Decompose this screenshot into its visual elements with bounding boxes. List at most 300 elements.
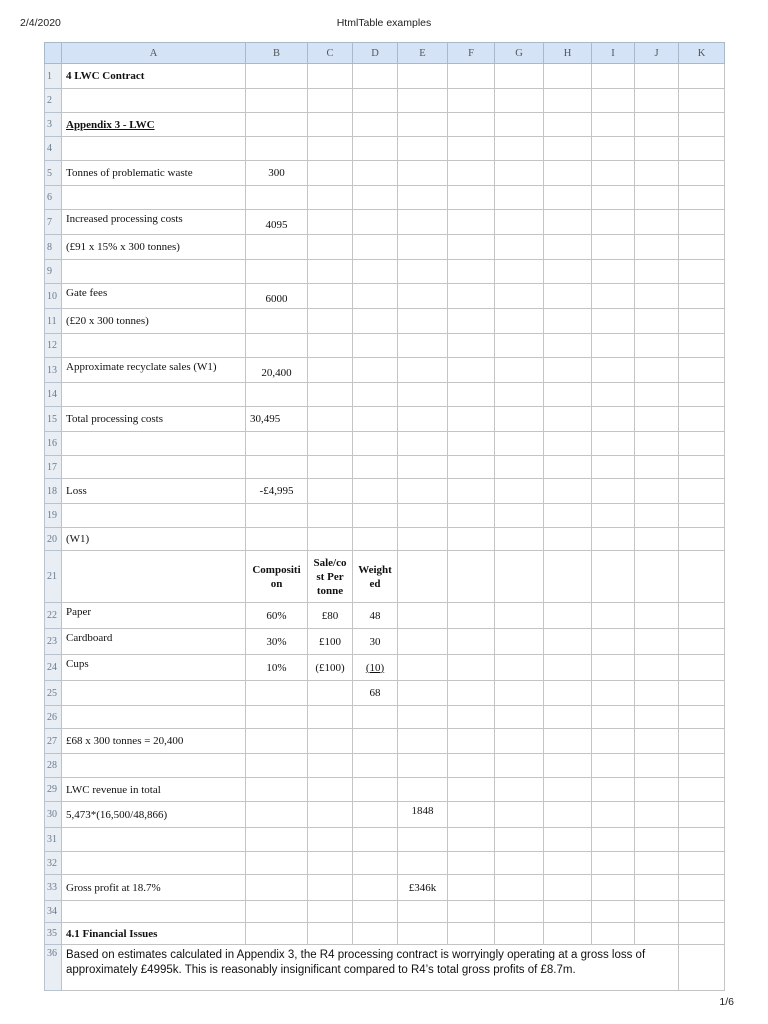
column-header-f[interactable]: F bbox=[448, 43, 495, 64]
cell[interactable] bbox=[592, 210, 635, 235]
cell[interactable] bbox=[544, 603, 592, 629]
cell[interactable] bbox=[398, 551, 448, 603]
row-number[interactable]: 28 bbox=[45, 754, 62, 778]
column-header-i[interactable]: I bbox=[592, 43, 635, 64]
cell[interactable] bbox=[308, 456, 353, 479]
cell[interactable] bbox=[62, 383, 246, 407]
cell[interactable] bbox=[353, 407, 398, 432]
cell[interactable] bbox=[544, 655, 592, 681]
cell-b18[interactable]: -£4,995 bbox=[246, 479, 308, 504]
cell[interactable] bbox=[592, 706, 635, 729]
row-number[interactable]: 20 bbox=[45, 528, 62, 551]
cell[interactable] bbox=[635, 89, 679, 113]
cell[interactable] bbox=[308, 681, 353, 706]
cell[interactable] bbox=[592, 432, 635, 456]
cell[interactable] bbox=[592, 778, 635, 802]
cell[interactable] bbox=[353, 260, 398, 284]
cell[interactable] bbox=[679, 603, 725, 629]
cell[interactable] bbox=[544, 504, 592, 528]
column-header-b[interactable]: B bbox=[246, 43, 308, 64]
cell-a35[interactable]: 4.1 Financial Issues bbox=[62, 923, 246, 945]
cell[interactable] bbox=[592, 137, 635, 161]
cell[interactable] bbox=[448, 407, 495, 432]
cell[interactable] bbox=[398, 137, 448, 161]
cell[interactable] bbox=[62, 186, 246, 210]
cell[interactable] bbox=[544, 456, 592, 479]
cell[interactable] bbox=[592, 551, 635, 603]
cell[interactable] bbox=[635, 923, 679, 945]
cell[interactable] bbox=[353, 64, 398, 89]
cell[interactable] bbox=[448, 89, 495, 113]
cell[interactable] bbox=[495, 407, 544, 432]
cell[interactable] bbox=[448, 334, 495, 358]
cell[interactable] bbox=[495, 754, 544, 778]
cell[interactable] bbox=[398, 113, 448, 137]
cell[interactable] bbox=[353, 923, 398, 945]
cell[interactable] bbox=[353, 137, 398, 161]
cell-a23[interactable]: Cardboard bbox=[62, 629, 246, 655]
cell[interactable] bbox=[62, 432, 246, 456]
cell[interactable] bbox=[679, 235, 725, 260]
cell[interactable] bbox=[495, 655, 544, 681]
cell[interactable] bbox=[635, 260, 679, 284]
cell[interactable] bbox=[353, 875, 398, 901]
cell[interactable] bbox=[592, 334, 635, 358]
cell[interactable] bbox=[448, 655, 495, 681]
cell[interactable] bbox=[679, 432, 725, 456]
cell[interactable] bbox=[679, 260, 725, 284]
cell[interactable] bbox=[398, 89, 448, 113]
cell-d22[interactable]: 48 bbox=[353, 603, 398, 629]
cell[interactable] bbox=[246, 754, 308, 778]
cell[interactable] bbox=[495, 64, 544, 89]
row-number[interactable]: 12 bbox=[45, 334, 62, 358]
cell[interactable] bbox=[353, 284, 398, 309]
cell[interactable] bbox=[398, 901, 448, 923]
cell[interactable] bbox=[398, 161, 448, 186]
cell[interactable] bbox=[679, 778, 725, 802]
cell[interactable] bbox=[544, 186, 592, 210]
cell-a3[interactable]: Appendix 3 - LWC bbox=[62, 113, 246, 137]
cell[interactable] bbox=[448, 456, 495, 479]
cell[interactable] bbox=[398, 852, 448, 875]
cell[interactable] bbox=[592, 161, 635, 186]
cell[interactable] bbox=[544, 706, 592, 729]
cell[interactable] bbox=[308, 260, 353, 284]
cell[interactable] bbox=[398, 309, 448, 334]
cell[interactable] bbox=[544, 407, 592, 432]
cell[interactable] bbox=[635, 161, 679, 186]
cell[interactable] bbox=[544, 551, 592, 603]
cell[interactable] bbox=[592, 89, 635, 113]
cell-b10[interactable]: 6000 bbox=[246, 284, 308, 309]
cell[interactable] bbox=[448, 729, 495, 754]
cell[interactable] bbox=[592, 828, 635, 852]
cell[interactable] bbox=[308, 901, 353, 923]
cell-d24[interactable]: (10) bbox=[353, 655, 398, 681]
cell[interactable] bbox=[62, 334, 246, 358]
cell-b15[interactable]: 30,495 bbox=[246, 407, 308, 432]
cell[interactable] bbox=[62, 901, 246, 923]
cell[interactable] bbox=[635, 113, 679, 137]
cell[interactable] bbox=[544, 432, 592, 456]
cell[interactable] bbox=[398, 432, 448, 456]
cell-a20[interactable]: (W1) bbox=[62, 528, 246, 551]
cell[interactable] bbox=[592, 901, 635, 923]
cell[interactable] bbox=[635, 778, 679, 802]
cell[interactable] bbox=[308, 528, 353, 551]
cell[interactable] bbox=[679, 113, 725, 137]
cell[interactable] bbox=[544, 161, 592, 186]
cell[interactable] bbox=[592, 528, 635, 551]
cell[interactable] bbox=[592, 802, 635, 828]
cell[interactable] bbox=[679, 551, 725, 603]
cell[interactable] bbox=[635, 407, 679, 432]
cell[interactable] bbox=[62, 89, 246, 113]
cell[interactable] bbox=[679, 309, 725, 334]
cell[interactable] bbox=[308, 754, 353, 778]
cell[interactable] bbox=[679, 161, 725, 186]
cell[interactable] bbox=[398, 260, 448, 284]
cell-c22[interactable]: £80 bbox=[308, 603, 353, 629]
cell[interactable] bbox=[62, 260, 246, 284]
cell[interactable] bbox=[246, 137, 308, 161]
row-number[interactable]: 34 bbox=[45, 901, 62, 923]
cell[interactable] bbox=[635, 504, 679, 528]
cell[interactable] bbox=[495, 89, 544, 113]
cell[interactable] bbox=[62, 551, 246, 603]
cell[interactable] bbox=[246, 681, 308, 706]
cell-a36-paragraph[interactable]: Based on estimates calculated in Appendix 3, the R4 processing contract is worryingly operating at a gross loss of approximately £4995k. This is reasonably insignificant compared to R4’s total gross profits of £8.7m. bbox=[62, 945, 679, 991]
cell-a11[interactable]: (£20 x 300 tonnes) bbox=[62, 309, 246, 334]
cell[interactable] bbox=[308, 875, 353, 901]
cell[interactable] bbox=[544, 210, 592, 235]
cell-a22[interactable]: Paper bbox=[62, 603, 246, 629]
cell[interactable] bbox=[398, 504, 448, 528]
cell[interactable] bbox=[246, 802, 308, 828]
cell[interactable] bbox=[635, 802, 679, 828]
cell[interactable] bbox=[635, 551, 679, 603]
cell[interactable] bbox=[635, 334, 679, 358]
row-number[interactable]: 30 bbox=[45, 802, 62, 828]
cell[interactable] bbox=[679, 334, 725, 358]
cell[interactable] bbox=[635, 186, 679, 210]
cell[interactable] bbox=[635, 432, 679, 456]
cell[interactable] bbox=[679, 875, 725, 901]
cell[interactable] bbox=[398, 729, 448, 754]
column-header-g[interactable]: G bbox=[495, 43, 544, 64]
column-header-j[interactable]: J bbox=[635, 43, 679, 64]
cell[interactable] bbox=[62, 828, 246, 852]
cell[interactable] bbox=[398, 923, 448, 945]
cell[interactable] bbox=[635, 235, 679, 260]
cell[interactable] bbox=[246, 235, 308, 260]
cell[interactable] bbox=[635, 358, 679, 383]
cell[interactable] bbox=[495, 260, 544, 284]
cell[interactable] bbox=[495, 210, 544, 235]
cell[interactable] bbox=[544, 383, 592, 407]
cell[interactable] bbox=[679, 284, 725, 309]
cell[interactable] bbox=[353, 210, 398, 235]
cell[interactable] bbox=[308, 64, 353, 89]
row-number[interactable]: 22 bbox=[45, 603, 62, 629]
cell[interactable] bbox=[635, 655, 679, 681]
cell[interactable] bbox=[635, 64, 679, 89]
cell[interactable] bbox=[353, 754, 398, 778]
cell[interactable] bbox=[679, 186, 725, 210]
cell[interactable] bbox=[398, 186, 448, 210]
cell[interactable] bbox=[635, 901, 679, 923]
cell[interactable] bbox=[246, 113, 308, 137]
row-number[interactable]: 18 bbox=[45, 479, 62, 504]
cell[interactable] bbox=[679, 64, 725, 89]
row-number[interactable]: 15 bbox=[45, 407, 62, 432]
cell-c21[interactable]: Sale/co st Per tonne bbox=[308, 551, 353, 603]
cell[interactable] bbox=[448, 260, 495, 284]
cell[interactable] bbox=[592, 729, 635, 754]
cell[interactable] bbox=[62, 456, 246, 479]
cell[interactable] bbox=[308, 828, 353, 852]
row-number[interactable]: 26 bbox=[45, 706, 62, 729]
cell[interactable] bbox=[448, 528, 495, 551]
row-number[interactable]: 17 bbox=[45, 456, 62, 479]
cell[interactable] bbox=[679, 802, 725, 828]
cell[interactable] bbox=[353, 479, 398, 504]
cell[interactable] bbox=[353, 383, 398, 407]
cell[interactable] bbox=[544, 479, 592, 504]
cell[interactable] bbox=[448, 603, 495, 629]
cell[interactable] bbox=[635, 309, 679, 334]
cell[interactable] bbox=[353, 334, 398, 358]
cell[interactable] bbox=[635, 479, 679, 504]
cell[interactable] bbox=[592, 655, 635, 681]
cell[interactable] bbox=[495, 629, 544, 655]
cell[interactable] bbox=[62, 706, 246, 729]
cell[interactable] bbox=[495, 875, 544, 901]
cell-e30[interactable]: 1848 bbox=[398, 802, 448, 828]
cell[interactable] bbox=[353, 89, 398, 113]
cell[interactable] bbox=[62, 681, 246, 706]
cell[interactable] bbox=[353, 528, 398, 551]
cell[interactable] bbox=[308, 383, 353, 407]
cell-d23[interactable]: 30 bbox=[353, 629, 398, 655]
cell[interactable] bbox=[398, 383, 448, 407]
cell[interactable] bbox=[448, 161, 495, 186]
cell[interactable] bbox=[495, 706, 544, 729]
cell-a10[interactable]: Gate fees bbox=[62, 284, 246, 309]
cell[interactable] bbox=[544, 89, 592, 113]
cell[interactable] bbox=[635, 754, 679, 778]
cell[interactable] bbox=[544, 729, 592, 754]
cell[interactable] bbox=[308, 334, 353, 358]
row-number[interactable]: 13 bbox=[45, 358, 62, 383]
cell[interactable] bbox=[308, 113, 353, 137]
cell[interactable] bbox=[592, 284, 635, 309]
cell-a15[interactable]: Total processing costs bbox=[62, 407, 246, 432]
row-number[interactable]: 31 bbox=[45, 828, 62, 852]
cell[interactable] bbox=[679, 923, 725, 945]
cell[interactable] bbox=[495, 456, 544, 479]
cell[interactable] bbox=[246, 432, 308, 456]
cell[interactable] bbox=[246, 923, 308, 945]
cell[interactable] bbox=[398, 210, 448, 235]
cell[interactable] bbox=[495, 681, 544, 706]
cell[interactable] bbox=[544, 778, 592, 802]
cell[interactable] bbox=[448, 137, 495, 161]
row-number[interactable]: 36 bbox=[45, 945, 62, 991]
cell[interactable] bbox=[495, 334, 544, 358]
cell[interactable] bbox=[544, 113, 592, 137]
cell-d25[interactable]: 68 bbox=[353, 681, 398, 706]
cell[interactable] bbox=[495, 113, 544, 137]
cell[interactable] bbox=[635, 528, 679, 551]
cell-a1[interactable]: 4 LWC Contract bbox=[62, 64, 246, 89]
column-header-h[interactable]: H bbox=[544, 43, 592, 64]
cell[interactable] bbox=[495, 137, 544, 161]
cell[interactable] bbox=[353, 186, 398, 210]
cell[interactable] bbox=[353, 706, 398, 729]
cell[interactable] bbox=[544, 875, 592, 901]
cell[interactable] bbox=[635, 603, 679, 629]
cell[interactable] bbox=[353, 778, 398, 802]
cell[interactable] bbox=[398, 681, 448, 706]
cell[interactable] bbox=[679, 504, 725, 528]
cell[interactable] bbox=[448, 504, 495, 528]
cell[interactable] bbox=[495, 729, 544, 754]
cell[interactable] bbox=[246, 729, 308, 754]
cell[interactable] bbox=[635, 284, 679, 309]
cell[interactable] bbox=[246, 828, 308, 852]
cell[interactable] bbox=[679, 210, 725, 235]
cell[interactable] bbox=[544, 137, 592, 161]
cell[interactable] bbox=[544, 235, 592, 260]
cell[interactable] bbox=[308, 235, 353, 260]
row-number[interactable]: 10 bbox=[45, 284, 62, 309]
cell[interactable] bbox=[246, 504, 308, 528]
column-header-k[interactable]: K bbox=[679, 43, 725, 64]
cell[interactable] bbox=[495, 778, 544, 802]
cell[interactable] bbox=[398, 456, 448, 479]
row-number[interactable]: 9 bbox=[45, 260, 62, 284]
cell[interactable] bbox=[544, 309, 592, 334]
cell[interactable] bbox=[448, 235, 495, 260]
cell[interactable] bbox=[246, 64, 308, 89]
cell[interactable] bbox=[592, 383, 635, 407]
cell[interactable] bbox=[308, 432, 353, 456]
cell[interactable] bbox=[592, 875, 635, 901]
cell[interactable] bbox=[635, 729, 679, 754]
cell-a29[interactable]: LWC revenue in total bbox=[62, 778, 246, 802]
cell[interactable] bbox=[308, 479, 353, 504]
row-number[interactable]: 29 bbox=[45, 778, 62, 802]
cell[interactable] bbox=[679, 754, 725, 778]
cell-b21[interactable]: Compositi on bbox=[246, 551, 308, 603]
cell[interactable] bbox=[495, 551, 544, 603]
cell[interactable] bbox=[592, 407, 635, 432]
cell[interactable] bbox=[448, 754, 495, 778]
cell[interactable] bbox=[62, 137, 246, 161]
cell[interactable] bbox=[592, 113, 635, 137]
cell[interactable] bbox=[308, 407, 353, 432]
cell[interactable] bbox=[308, 504, 353, 528]
cell[interactable] bbox=[635, 456, 679, 479]
cell[interactable] bbox=[308, 210, 353, 235]
cell[interactable] bbox=[544, 852, 592, 875]
cell[interactable] bbox=[679, 407, 725, 432]
cell[interactable] bbox=[635, 629, 679, 655]
cell[interactable] bbox=[308, 706, 353, 729]
cell-c24[interactable]: (£100) bbox=[308, 655, 353, 681]
cell[interactable] bbox=[544, 828, 592, 852]
cell[interactable] bbox=[448, 681, 495, 706]
cell-a5[interactable]: Tonnes of problematic waste bbox=[62, 161, 246, 186]
cell[interactable] bbox=[448, 629, 495, 655]
row-number[interactable]: 8 bbox=[45, 235, 62, 260]
row-number[interactable]: 3 bbox=[45, 113, 62, 137]
cell[interactable] bbox=[635, 852, 679, 875]
row-number[interactable]: 33 bbox=[45, 875, 62, 901]
cell[interactable] bbox=[448, 778, 495, 802]
cell[interactable] bbox=[592, 681, 635, 706]
cell[interactable] bbox=[679, 706, 725, 729]
cell[interactable] bbox=[308, 309, 353, 334]
cell[interactable] bbox=[679, 901, 725, 923]
cell[interactable] bbox=[353, 456, 398, 479]
row-number[interactable]: 19 bbox=[45, 504, 62, 528]
cell[interactable] bbox=[495, 802, 544, 828]
cell[interactable] bbox=[592, 358, 635, 383]
cell[interactable] bbox=[398, 528, 448, 551]
cell[interactable] bbox=[448, 479, 495, 504]
cell[interactable] bbox=[353, 161, 398, 186]
cell[interactable] bbox=[635, 681, 679, 706]
cell-a8[interactable]: (£91 x 15% x 300 tonnes) bbox=[62, 235, 246, 260]
cell[interactable] bbox=[544, 260, 592, 284]
cell[interactable] bbox=[308, 778, 353, 802]
cell[interactable] bbox=[635, 875, 679, 901]
cell[interactable] bbox=[448, 852, 495, 875]
cell[interactable] bbox=[246, 778, 308, 802]
cell[interactable] bbox=[544, 923, 592, 945]
cell[interactable] bbox=[544, 901, 592, 923]
cell[interactable] bbox=[635, 383, 679, 407]
cell[interactable] bbox=[679, 89, 725, 113]
cell[interactable] bbox=[495, 603, 544, 629]
cell[interactable] bbox=[679, 528, 725, 551]
row-number[interactable]: 16 bbox=[45, 432, 62, 456]
cell[interactable] bbox=[398, 778, 448, 802]
row-number[interactable]: 21 bbox=[45, 551, 62, 603]
cell[interactable] bbox=[398, 358, 448, 383]
cell[interactable] bbox=[398, 64, 448, 89]
cell-b23[interactable]: 30% bbox=[246, 629, 308, 655]
cell-a33[interactable]: Gross profit at 18.7% bbox=[62, 875, 246, 901]
cell-b13[interactable]: 20,400 bbox=[246, 358, 308, 383]
cell[interactable] bbox=[592, 852, 635, 875]
cell[interactable] bbox=[353, 729, 398, 754]
cell[interactable] bbox=[679, 729, 725, 754]
cell[interactable] bbox=[679, 629, 725, 655]
cell[interactable] bbox=[635, 210, 679, 235]
cell[interactable] bbox=[448, 802, 495, 828]
cell[interactable] bbox=[448, 64, 495, 89]
cell[interactable] bbox=[592, 629, 635, 655]
cell[interactable] bbox=[592, 260, 635, 284]
cell-a18[interactable]: Loss bbox=[62, 479, 246, 504]
cell[interactable] bbox=[495, 161, 544, 186]
cell[interactable] bbox=[448, 210, 495, 235]
cell[interactable] bbox=[635, 137, 679, 161]
